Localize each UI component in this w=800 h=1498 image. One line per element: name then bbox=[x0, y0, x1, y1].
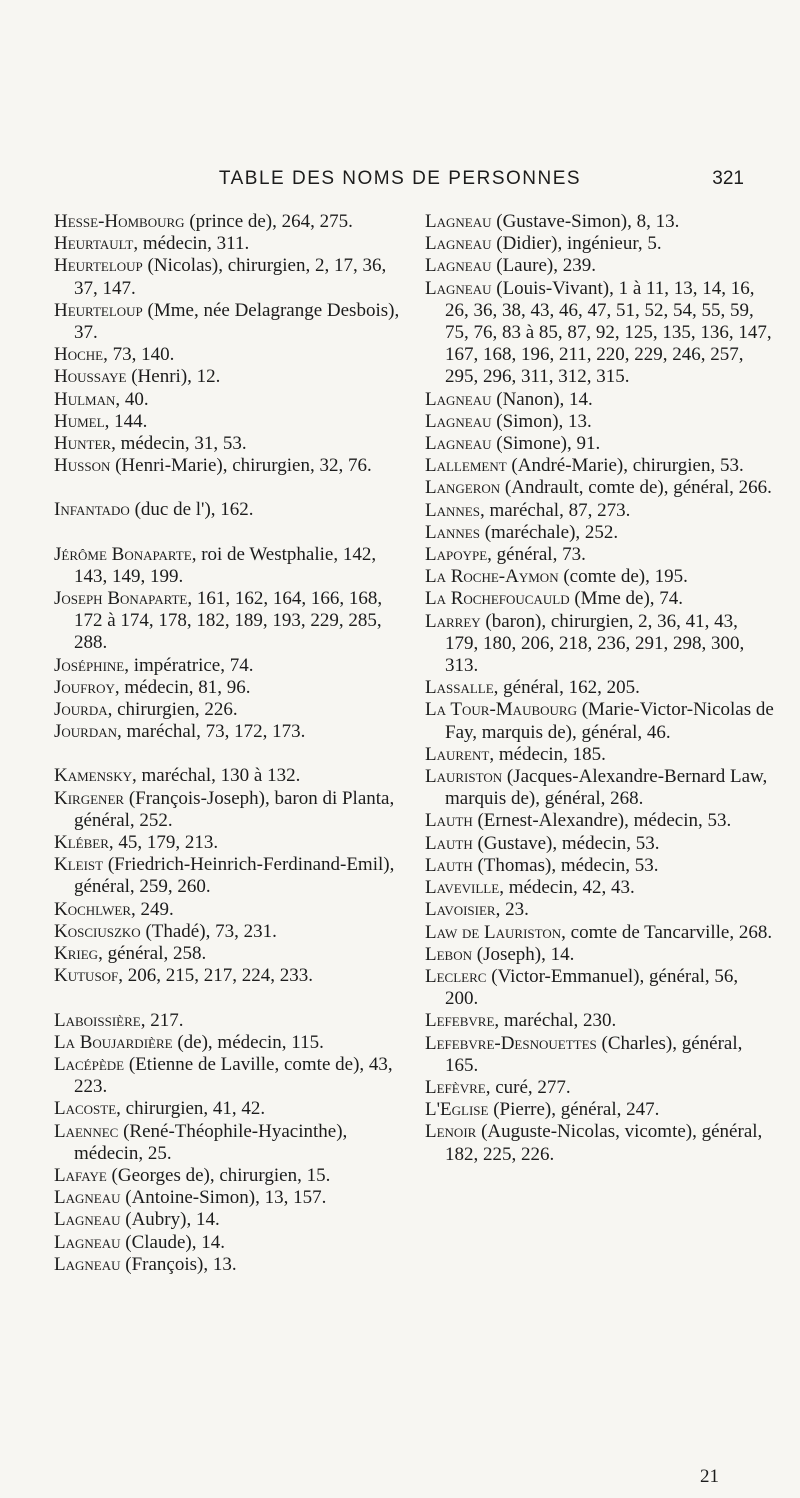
entry-details: (maréchale), 252. bbox=[479, 521, 619, 543]
entry-name: Joséphine bbox=[54, 654, 125, 676]
index-entry bbox=[54, 300, 404, 344]
index-entry bbox=[54, 544, 404, 588]
entry-details: (André-Marie), chirurgien, 53. bbox=[506, 455, 744, 477]
entry-name: Jourdan bbox=[54, 721, 118, 743]
entry-details: , chirurgien, 226. bbox=[107, 699, 238, 721]
index-entry bbox=[54, 765, 404, 787]
entry-name: Husson bbox=[54, 455, 111, 477]
entry-details: (Gustave-Simon), 8, 13. bbox=[491, 211, 680, 232]
entry-details: (Thomas), médecin, 53. bbox=[472, 854, 659, 876]
running-title: TABLE DES NOMS DE PERSONNES bbox=[218, 168, 582, 189]
index-entry bbox=[425, 433, 775, 455]
entry-name: Lassalle bbox=[425, 677, 494, 699]
entry-name: La Roche-Aymon bbox=[425, 566, 559, 588]
entry-details: , 144. bbox=[104, 410, 148, 432]
entry-details: (Simon), 13. bbox=[491, 410, 592, 432]
entry-details: (Friedrich-Heinrich-Ferdinand-Emil), général, 259, 260. bbox=[74, 854, 395, 898]
entry-details: (François), 13. bbox=[120, 1253, 237, 1275]
entry-name: Lagneau bbox=[54, 1187, 121, 1209]
entry-name: Hesse-Hombourg bbox=[54, 211, 185, 232]
entry-details: (prince de), 264, 275. bbox=[184, 211, 353, 232]
entry-name: Jourda bbox=[54, 699, 108, 721]
entry-name: Lefèvre bbox=[425, 1076, 486, 1098]
entry-details: , 161, 162, 164, 166, 168, 172 à 174, 178, 182, 189, 193, 229, 285, 288. bbox=[74, 588, 383, 654]
entry-details: , 206, 215, 217, 224, 233. bbox=[118, 965, 314, 987]
index-entry bbox=[425, 233, 775, 255]
entry-details: (Charles), général, 165. bbox=[445, 1032, 743, 1076]
entry-details: (duc de l'), 162. bbox=[129, 499, 254, 521]
entry-name: Lagneau bbox=[425, 255, 492, 277]
entry-details: (Henri), 12. bbox=[126, 366, 221, 388]
entry-name: Kirgener bbox=[54, 787, 125, 809]
entry-details: , maréchal, 87, 273. bbox=[479, 499, 631, 521]
entry-name: Heurteloup bbox=[54, 255, 143, 277]
entry-name: Laveville bbox=[425, 877, 500, 899]
index-entry bbox=[54, 699, 404, 721]
index-entry bbox=[54, 788, 404, 832]
entry-details: (Nanon), 14. bbox=[491, 388, 593, 410]
index-entry bbox=[54, 943, 404, 965]
index-entry bbox=[54, 233, 404, 255]
section-gap bbox=[54, 477, 404, 499]
entry-name: La Tour-Maubourg bbox=[425, 699, 577, 721]
entry-name: Lagneau bbox=[54, 1253, 121, 1275]
index-entry bbox=[54, 389, 404, 411]
entry-details: , général, 258. bbox=[98, 943, 207, 965]
entry-name: Krieg bbox=[54, 943, 99, 965]
entry-name: Lapoype bbox=[425, 544, 488, 566]
index-entry bbox=[54, 655, 404, 677]
entry-name: Heurtault bbox=[54, 233, 134, 255]
entry-details: (de), médecin, 115. bbox=[172, 1031, 324, 1053]
entry-details: , 249. bbox=[131, 898, 174, 920]
entry-name: Lallement bbox=[425, 455, 507, 477]
entry-name: Infantado bbox=[54, 499, 130, 521]
entry-name: Lafaye bbox=[54, 1164, 107, 1186]
entry-name: Lauth bbox=[425, 854, 473, 876]
index-entry bbox=[54, 1032, 404, 1054]
index-entry bbox=[425, 1033, 775, 1077]
entry-name: Lagneau bbox=[54, 1231, 121, 1253]
index-entry bbox=[54, 1232, 404, 1254]
entry-details: (René-Théophile-Hyacinthe), médecin, 25. bbox=[74, 1120, 348, 1164]
entry-details: (Claude), 14. bbox=[120, 1231, 225, 1253]
index-entry bbox=[425, 455, 775, 477]
entry-name: Law de Lauriston bbox=[425, 921, 562, 943]
index-entry bbox=[425, 255, 775, 277]
index-entry bbox=[425, 677, 775, 699]
index-entry bbox=[425, 855, 775, 877]
index-entry bbox=[54, 588, 404, 655]
entry-details: , chirurgien, 41, 42. bbox=[116, 1098, 266, 1120]
entry-name: Lenoir bbox=[425, 1121, 477, 1143]
entry-name: Humel bbox=[54, 410, 105, 432]
entry-details: , 45, 179, 213. bbox=[108, 832, 219, 854]
index-entry bbox=[54, 433, 404, 455]
entry-name: Lefebvre bbox=[425, 1010, 495, 1032]
index-entry bbox=[425, 1099, 775, 1121]
index-entry bbox=[425, 1121, 775, 1165]
entry-name: Lagneau bbox=[425, 277, 492, 299]
index-entry bbox=[425, 611, 775, 678]
index-entry bbox=[425, 389, 775, 411]
index-entry bbox=[54, 1209, 404, 1231]
entry-details: (Aubry), 14. bbox=[120, 1209, 220, 1231]
index-entry bbox=[425, 877, 775, 899]
index-entry bbox=[425, 1077, 775, 1099]
entry-details: , impératrice, 74. bbox=[124, 654, 254, 676]
entry-details: (comte de), 195. bbox=[558, 566, 688, 588]
entry-details: (Thadé), 73, 231. bbox=[140, 920, 277, 942]
index-entry bbox=[425, 278, 775, 389]
index-entry bbox=[425, 588, 775, 610]
index-entry bbox=[425, 477, 775, 499]
index-entry bbox=[54, 1121, 404, 1165]
entry-name: Laurent bbox=[425, 743, 490, 765]
section-gap bbox=[54, 522, 404, 544]
entry-details: , 217. bbox=[140, 1009, 184, 1031]
section-gap bbox=[54, 743, 404, 765]
section-gap bbox=[54, 988, 404, 1010]
index-entry bbox=[54, 411, 404, 433]
entry-details: , 23. bbox=[495, 899, 529, 921]
page-number: 321 bbox=[712, 168, 744, 189]
entry-name: Lauriston bbox=[425, 766, 503, 788]
entry-details: , 73, 140. bbox=[103, 344, 175, 366]
entry-name: Joufroy bbox=[54, 676, 115, 698]
entry-name: Kosciuszko bbox=[54, 920, 141, 942]
index-entry bbox=[425, 211, 775, 233]
index-column-right bbox=[425, 211, 775, 1166]
index-entry bbox=[425, 699, 775, 743]
entry-name: Laennec bbox=[54, 1120, 119, 1142]
entry-name: Leclerc bbox=[425, 965, 487, 987]
entry-details: , comte de Tancarville, 268. bbox=[561, 921, 773, 943]
entry-details: , maréchal, 230. bbox=[494, 1010, 617, 1032]
index-entry bbox=[54, 921, 404, 943]
index-entry bbox=[425, 744, 775, 766]
index-entry bbox=[425, 500, 775, 522]
entry-name: Lagneau bbox=[54, 1209, 121, 1231]
index-entry bbox=[54, 677, 404, 699]
entry-details: (Joseph), 14. bbox=[472, 943, 575, 965]
entry-details: (Georges de), chirurgien, 15. bbox=[106, 1164, 331, 1186]
index-entry bbox=[425, 766, 775, 810]
entry-name: Jérôme Bonaparte bbox=[54, 543, 192, 565]
index-entry bbox=[54, 1187, 404, 1209]
entry-name: Lauth bbox=[425, 810, 473, 832]
entry-name: Hulman bbox=[54, 388, 116, 410]
index-entry bbox=[425, 522, 775, 544]
entry-name: Lacoste bbox=[54, 1098, 117, 1120]
entry-details: (Mme, née Delagrange Desbois), 37. bbox=[74, 299, 400, 344]
index-entry bbox=[54, 965, 404, 987]
entry-details: , maréchal, 73, 172, 173. bbox=[117, 721, 306, 743]
index-entry bbox=[425, 411, 775, 433]
entry-details: , général, 73. bbox=[487, 544, 586, 566]
entry-name: Kléber bbox=[54, 832, 109, 854]
entry-details: (baron), chirurgien, 2, 36, 41, 43, 179, 180, 206, 218, 236, 291, 298, 300, 313. bbox=[445, 610, 745, 677]
index-entry bbox=[425, 922, 775, 944]
index-entry bbox=[54, 255, 404, 299]
entry-name: Laboissière bbox=[54, 1009, 141, 1031]
entry-details: (Louis-Vivant), 1 à 11, 13, 14, 16, 26, 36, 38, 43, 46, 47, 51, 52, 54, 55, 59, 75, 76, 83 à 85, 87, 92, 125, 135, 136, 147, 167, 168, 196, 211, 220, 229, 246, 257, 295, 296, 311, 312, 315. bbox=[445, 277, 772, 388]
index-entry bbox=[54, 832, 404, 854]
entry-name: Lacépède bbox=[54, 1053, 125, 1075]
entry-name: Lagneau bbox=[425, 211, 492, 232]
entry-name: Hunter bbox=[54, 433, 112, 455]
entry-name: Lebon bbox=[425, 943, 472, 965]
index-entry bbox=[54, 721, 404, 743]
entry-name: La Boujardière bbox=[54, 1031, 173, 1053]
index-entry bbox=[425, 544, 775, 566]
entry-name: Lannes bbox=[425, 521, 480, 543]
entry-details: (Henri-Marie), chirurgien, 32, 76. bbox=[110, 455, 372, 477]
entry-details: , roi de Westphalie, 142, 143, 149, 199. bbox=[74, 543, 377, 587]
entry-name: Lagneau bbox=[425, 233, 492, 255]
index-entry bbox=[54, 455, 404, 477]
entry-details: , 40. bbox=[115, 388, 149, 410]
index-entry bbox=[425, 1010, 775, 1032]
entry-name: Kamensky bbox=[54, 765, 133, 787]
index-entry bbox=[425, 966, 775, 1010]
entry-name: Lagneau bbox=[425, 433, 492, 455]
entry-details: , maréchal, 130 à 132. bbox=[132, 765, 301, 787]
entry-name: Lavoisier bbox=[425, 899, 496, 921]
entry-name: L'Eglise bbox=[425, 1099, 489, 1121]
entry-details: (Mme de), 74. bbox=[569, 588, 684, 610]
entry-details: (Etienne de Laville, comte de), 43, 223. bbox=[74, 1053, 393, 1098]
entry-details: , médecin, 81, 96. bbox=[114, 676, 251, 698]
entry-name: Lannes bbox=[425, 499, 480, 521]
entry-name: Kutusof bbox=[54, 965, 119, 987]
entry-name: Langeron bbox=[425, 477, 501, 499]
entry-name: Heurteloup bbox=[54, 299, 143, 321]
entry-details: , médecin, 185. bbox=[489, 743, 606, 765]
entry-details: (Antoine-Simon), 13, 157. bbox=[120, 1187, 327, 1209]
entry-details: (Pierre), général, 247. bbox=[488, 1099, 660, 1121]
entry-name: Lefebvre-Desnouettes bbox=[425, 1032, 597, 1054]
index-entry bbox=[54, 366, 404, 388]
index-entry bbox=[425, 810, 775, 832]
entry-name: Lagneau bbox=[425, 388, 492, 410]
index-entry bbox=[54, 211, 404, 233]
index-entry bbox=[54, 344, 404, 366]
index-entry bbox=[54, 1254, 404, 1276]
index-entry bbox=[54, 899, 404, 921]
entry-name: Lagneau bbox=[425, 410, 492, 432]
index-entry bbox=[54, 499, 404, 521]
entry-details: (Nicolas), chirurgien, 2, 17, 36, 37, 147. bbox=[74, 255, 387, 299]
signature-mark: 21 bbox=[700, 1466, 719, 1487]
entry-details: (Gustave), médecin, 53. bbox=[472, 832, 660, 854]
entry-details: (Auguste-Nicolas, vicomte), général, 182, 225, 226. bbox=[445, 1121, 763, 1165]
entry-name: Kochlwer bbox=[54, 898, 132, 920]
index-entry bbox=[54, 1054, 404, 1098]
entry-name: La Rochefoucauld bbox=[425, 588, 570, 610]
entry-name: Hoche bbox=[54, 344, 104, 366]
entry-details: , médecin, 311. bbox=[133, 233, 250, 255]
entry-name: Houssaye bbox=[54, 366, 127, 388]
entry-name: Joseph Bonaparte bbox=[54, 588, 188, 610]
entry-details: (Andrault, comte de), général, 266. bbox=[500, 477, 772, 499]
index-entry bbox=[54, 1010, 404, 1032]
entry-details: (Victor-Emmanuel), général, 56, 200. bbox=[445, 965, 739, 1010]
entry-details: (Marie-Victor-Nicolas de Fay, marquis de), général, 46. bbox=[445, 699, 774, 743]
index-entry bbox=[425, 833, 775, 855]
index-entry bbox=[425, 944, 775, 966]
index-entry bbox=[54, 1098, 404, 1120]
entry-details: , médecin, 31, 53. bbox=[111, 433, 247, 455]
entry-details: , général, 162, 205. bbox=[493, 677, 640, 699]
page-header bbox=[0, 168, 800, 192]
entry-details: (Laure), 239. bbox=[491, 255, 596, 277]
entry-name: Lauth bbox=[425, 832, 473, 854]
entry-details: , médecin, 42, 43. bbox=[499, 877, 635, 899]
index-entry bbox=[54, 854, 404, 898]
index-entry bbox=[425, 899, 775, 921]
index-column-left bbox=[54, 211, 404, 1276]
index-entry bbox=[54, 1165, 404, 1187]
entry-details: (Ernest-Alexandre), médecin, 53. bbox=[472, 810, 732, 832]
entry-details: (François-Joseph), baron di Planta, général, 252. bbox=[74, 787, 395, 831]
entry-details: (Jacques-Alexandre-Bernard Law, marquis de), général, 268. bbox=[445, 766, 768, 810]
entry-name: Kleist bbox=[54, 854, 104, 876]
entry-details: , curé, 277. bbox=[485, 1076, 571, 1098]
index-entry bbox=[425, 566, 775, 588]
entry-details: (Didier), ingénieur, 5. bbox=[491, 233, 662, 255]
entry-name: Larrey bbox=[425, 610, 481, 632]
entry-details: (Simone), 91. bbox=[491, 433, 601, 455]
